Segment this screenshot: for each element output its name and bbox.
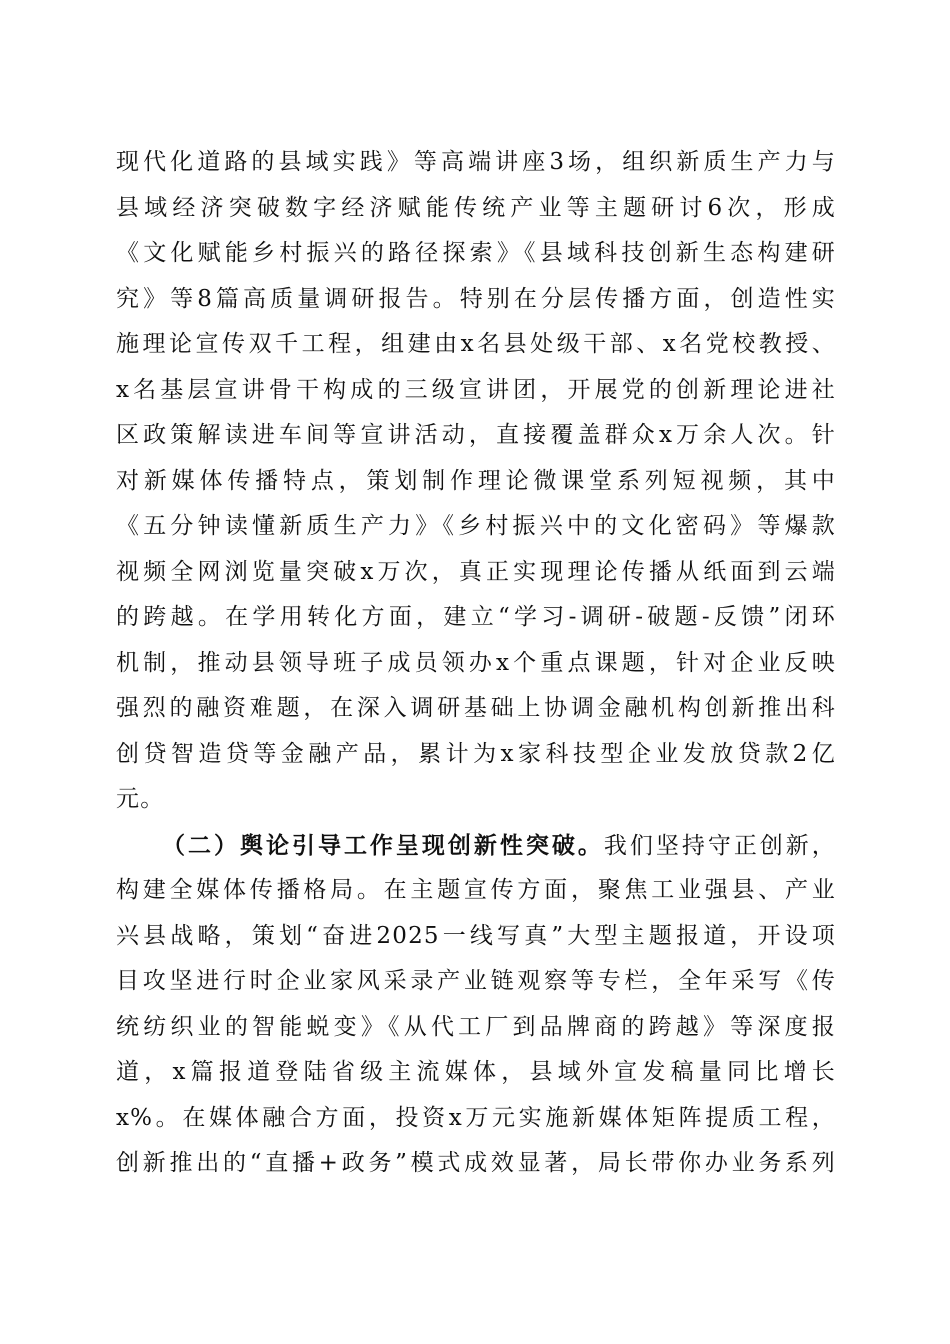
text-line: x%。在媒体融合方面，投资x万元实施新媒体矩阵提质工程， — [116, 1104, 836, 1131]
text-line: 的跨越。在学用转化方面，建立“学习-调研-破题-反馈”闭环 — [116, 604, 836, 630]
text-line: 究》等8篇高质量调研报告。特别在分层传播方面，创造性实 — [116, 285, 836, 312]
text-line: 元。 — [116, 786, 165, 812]
text-line: 构建全媒体传播格局。在主题宣传方面，聚焦工业强县、产业 — [116, 877, 836, 903]
text-line: 对新媒体传播特点，策划制作理论微课堂系列短视频，其中 — [116, 467, 836, 494]
text-line: 强烈的融资难题，在深入调研基础上协调金融机构创新推出科 — [116, 695, 836, 721]
text-line: 机制，推动县领导班子成员领办x个重点课题，针对企业反映 — [116, 649, 836, 676]
paragraph-2 — [116, 823, 836, 1187]
text-line: 《五分钟读懂新质生产力》《乡村振兴中的文化密码》等爆款 — [116, 513, 836, 539]
document-body — [116, 140, 836, 1187]
text-line: 现代化道路的县域实践》等高端讲座3场，组织新质生产力与 — [116, 149, 836, 175]
text-line: 县域经济突破数字经济赋能传统产业等主题研讨6次，形成 — [116, 194, 836, 221]
text-line: 目攻坚进行时企业家风采录产业链观察等专栏，全年采写《传 — [116, 968, 836, 994]
text-line: x名基层宣讲骨干构成的三级宣讲团，开展党的创新理论进社 — [116, 376, 836, 403]
paragraph-1 — [116, 140, 836, 823]
text-line: 创贷智造贷等金融产品，累计为x家科技型企业发放贷款2亿 — [116, 740, 836, 767]
paragraph-2-first-line — [116, 823, 836, 869]
text-line: 道，x篇报道登陆省级主流媒体，县域外宣发稿量同比增长 — [116, 1059, 836, 1085]
text-line: 区政策解读进车间等宣讲活动，直接覆盖群众x万余人次。针 — [116, 422, 836, 448]
text-line: 统纺织业的智能蜕变》《从代工厂到品牌商的跨越》等深度报 — [116, 1013, 836, 1040]
text-line: 视频全网浏览量突破x万次，真正实现理论传播从纸面到云端 — [116, 558, 836, 585]
section-heading: （二）舆论引导工作呈现创新性突破。 — [162, 831, 604, 859]
text-line: 创新推出的“直播+政务”模式成效显著，局长带你办业务系列 — [116, 1150, 836, 1176]
text-line: 施理论宣传双千工程，组建由x名县处级干部、x名党校教授、 — [116, 331, 836, 357]
text-run: 我们坚持守正创新， — [603, 832, 836, 859]
text-line: 《文化赋能乡村振兴的路径探索》《县域科技创新生态构建研 — [116, 240, 836, 266]
text-line: 兴县战略，策划“奋进2025一线写真”大型主题报道，开设项 — [116, 922, 836, 949]
